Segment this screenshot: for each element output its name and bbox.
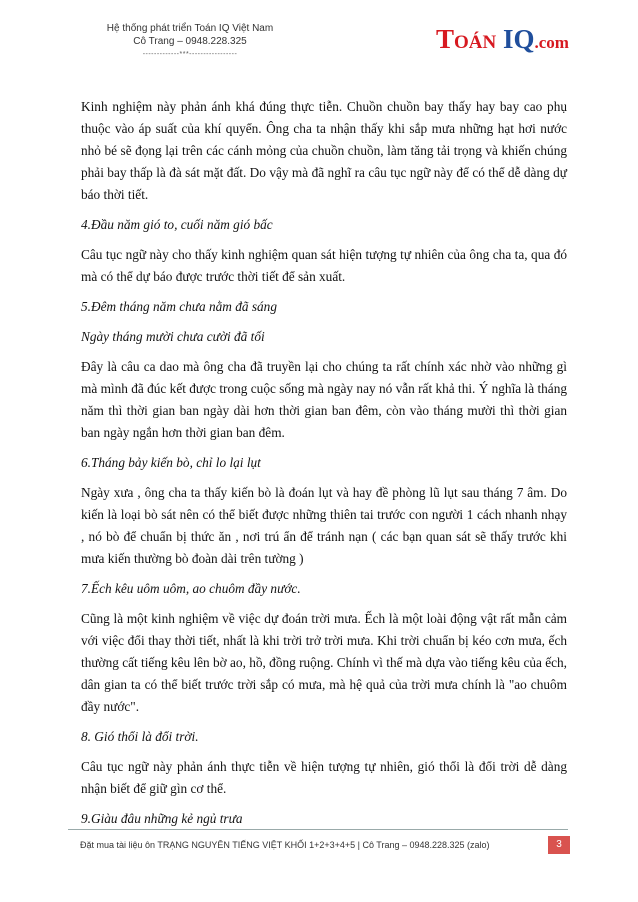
page-header <box>0 0 638 80</box>
header-info <box>90 22 290 61</box>
footer-text: Đặt mua tài liệu ôn TRẠNG NGUYÊN TIẾNG VIỆT KHỐI 1+2+3+4+5 | Cô Trang – 0948.228.325 (zalo) <box>80 840 490 850</box>
paragraph: Cũng là một kinh nghiệm về việc dự đoán trời mưa. Ếch là một loài động vật rất mẫn cảm với việc đổi thay thời tiết, nhất là khi trời trở trời mưa. Khi trời chuẩn bị kéo cơn mưa, ếch thường cất tiếng kêu lên bờ ao, hồ, đồng ruộng. Chính vì thế mà dựa vào tiếng kêu của ếch, dân gian ta có thể biết trước trời sắp có mưa, mà hệ quả của trời mưa chính là "ao chuôm đầy nước". <box>81 611 567 714</box>
section-heading: 6.Tháng bảy kiến bò, chỉ lo lại lụt <box>81 455 261 470</box>
header-line1: Hệ thống phát triển Toán IQ Việt Nam <box>106 23 274 34</box>
header-line2: Cô Trang – 0948.228.325 <box>133 36 247 47</box>
document-body <box>81 96 567 838</box>
section-heading: 9.Giàu đâu những kẻ ngủ trưa <box>81 811 243 826</box>
section-heading: 7.Ếch kêu uôm uôm, ao chuôm đầy nước. <box>81 581 301 596</box>
section-heading: 5.Đêm tháng năm chưa nằm đã sáng <box>81 299 277 314</box>
page-footer <box>68 829 568 850</box>
paragraph: Ngày xưa , ông cha ta thấy kiến bò là đoán lụt và hay đề phòng lũ lụt sau tháng 7 âm. Do kiến là loại bò sát nên có thể biết được những thiên tai trước con người 1 cách nhanh nhạy , nó bò để chuẩn bị thức ăn , nơi trú ẩn để tránh nạn ( các bạn quan sát sẽ thấy trước khi mưa kiến thường bò đoàn dài trên tường ) <box>81 485 567 566</box>
section-heading: 8. Gió thổi là đổi trời. <box>81 729 199 744</box>
paragraph: Đây là câu ca dao mà ông cha đã truyền lại cho chúng ta rất chính xác nhờ vào những gì mà mình đã đúc kết được trong cuộc sống mà ngày nay nó vẫn rất khả thi. Ý nghĩa là tháng năm thì thời gian ban ngày dài hơn thời gian ban đêm, còn vào tháng mười thì thời gian ban ngày ngắn hơn thời gian ban đêm. <box>81 359 567 440</box>
brand-logo: TOÁN IQ.com <box>436 24 569 54</box>
page-number: 3 <box>548 836 570 854</box>
header-dots: -------------***----------------- <box>142 51 238 58</box>
section-heading: 4.Đầu năm gió to, cuối năm gió bấc <box>81 217 273 232</box>
paragraph: Câu tục ngữ này phản ánh thực tiễn về hiện tượng tự nhiên, gió thổi là đổi trời dễ dàng nhận biết để giữ gìn cơ thể. <box>81 759 567 796</box>
section-heading: Ngày tháng mười chưa cười đã tối <box>81 329 265 344</box>
paragraph: Câu tục ngữ này cho thấy kinh nghiệm quan sát hiện tượng tự nhiên của ông cha ta, qua đó mà có thể dự báo được trước thời tiết để sản xuất. <box>81 247 567 284</box>
paragraph: Kinh nghiệm này phản ánh khá đúng thực tiễn. Chuồn chuồn bay thấy hay bay cao phụ thuộc vào áp suất của khí quyển. Ông cha ta nhận thấy khi sắp mưa những hạt hơi nước nhỏ bé sẽ đọng lại trên các cánh mỏng của chuồn chuồn, làm tăng tải trọng và khiến chúng phải bay thấp là đà sát mặt đất. Do vậy mà đã nghĩ ra câu tục ngữ này để có thể dễ dàng dự báo thời tiết. <box>81 99 567 202</box>
